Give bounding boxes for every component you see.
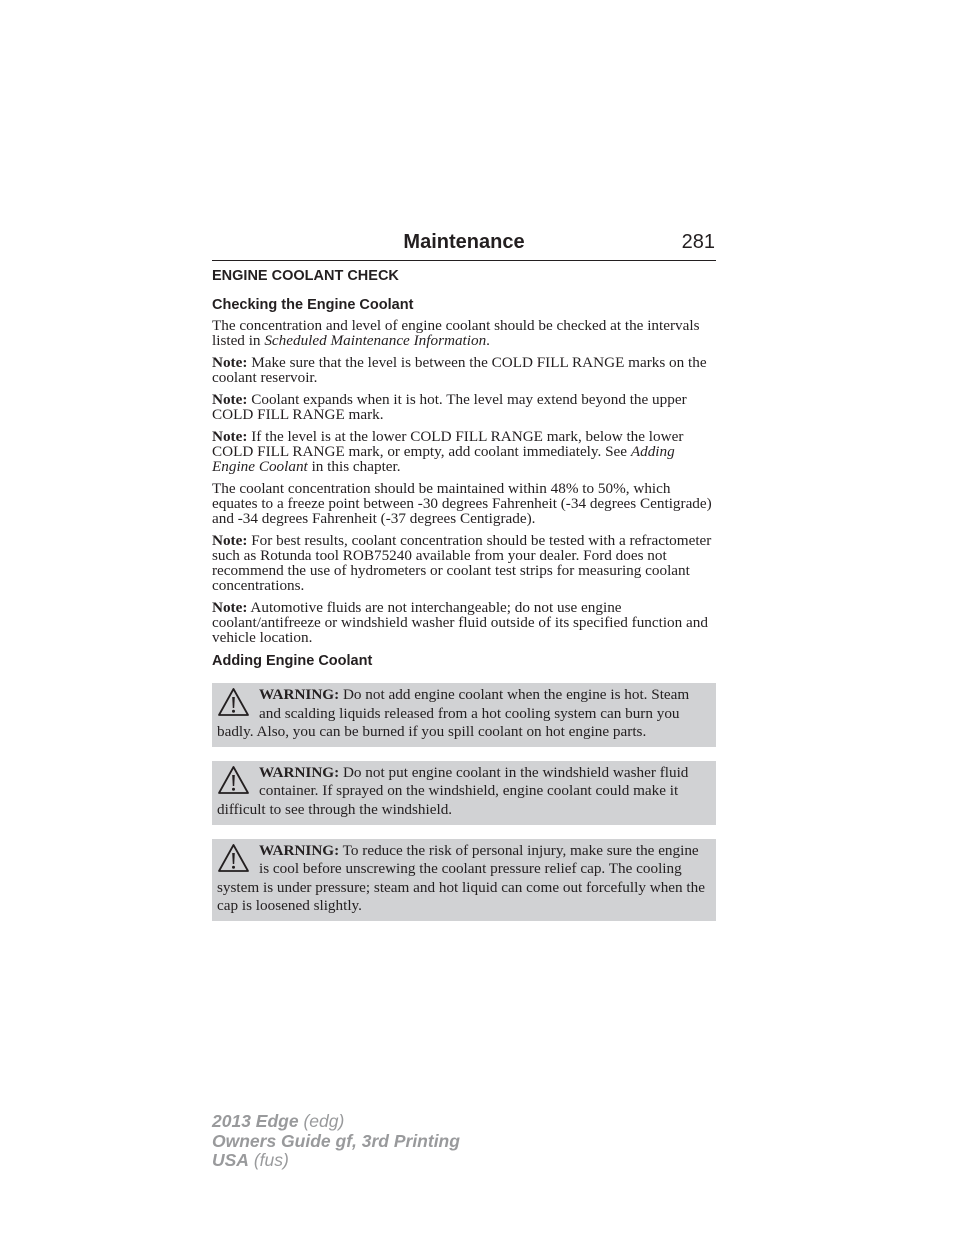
footer-printing: Owners Guide gf, 3rd Printing [212,1130,460,1151]
adding-coolant-reference: Adding Engine Coolant [212,443,675,475]
intro-text: The concentration and level of engine coolant should be checked at the intervals listed in [212,317,700,349]
subheading-adding: Adding Engine Coolant [212,653,373,669]
footer-model-code: (edg) [298,1111,345,1131]
page-number: 281 [681,231,715,253]
note-text: Automotive fluids are not interchangeable; do not use engine coolant/antifreeze or windshield washer fluid outside of its specified function and vehicle location. [212,599,708,646]
warning-triangle-icon [217,687,250,717]
note-text: If the level is at the lower COLD FILL RANGE mark, below the lower COLD FILL RANGE mark, or empty, add coolant immediately. See [212,428,684,460]
note-label: Note: [212,428,248,445]
header-title: Maintenance [403,231,525,253]
warning-triangle-icon [217,843,250,873]
page-content [212,266,716,935]
warning-box [212,839,716,921]
note-text: Coolant expands when it is hot. The level may extend beyond the upper COLD FILL RANGE mark. [212,391,687,423]
note-paragraph [212,429,716,474]
concentration-paragraph: The coolant concentration should be maintained within 48% to 50%, which equates to a freeze point between -30 degrees Fahrenheit (-34 degrees Centigrade) and -34 degrees Fahrenheit (-37 degrees Centigrade). [212,480,712,527]
page-header [212,229,716,261]
footer-model: 2013 Edge [212,1111,299,1131]
note-text: For best results, coolant concentration should be tested with a refractometer such as Rotunda tool ROB75240 available from your dealer. Ford does not recommend the use of hydrometers or coolant test strips for measuring coolant concentrations. [212,532,712,594]
footer-market-line [212,1151,460,1171]
note-label: Note: [212,354,248,371]
warning-triangle-icon [217,765,250,795]
footer-model-line [212,1112,460,1132]
footer-market-code: (fus) [248,1150,289,1170]
warning-box [212,683,716,747]
note-paragraph [212,392,716,422]
intro-end: . [486,332,490,349]
warning-label: WARNING: [259,686,340,703]
footer-market: USA [212,1150,249,1170]
note-label: Note: [212,391,248,408]
note-label: Note: [212,599,248,616]
page-footer [212,1112,460,1171]
warning-label: WARNING: [259,763,340,781]
warning-text: Do not put engine coolant in the windshield washer fluid container. If sprayed on the windshield, engine coolant could make it difficult to see through the windshield. [217,763,689,818]
section-title: ENGINE COOLANT CHECK [212,268,399,284]
intro-paragraph [212,318,716,348]
warning-text: Do not add engine coolant when the engine is hot. Steam and scalding liquids released from a hot cooling system can burn you badly. Also, you can be burned if you spill coolant on hot engine parts. [217,686,690,741]
note-label: Note: [212,532,248,549]
note-paragraph [212,355,716,385]
note-text: in this chapter. [307,458,401,475]
warning-text: To reduce the risk of personal injury, make sure the engine is cool before unscrewing the coolant pressure relief cap. The cooling system is under pressure; steam and hot liquid can come out forcefully when the cap is loosened slightly. [217,841,705,915]
note-text: Make sure that the level is between the COLD FILL RANGE marks on the coolant reservoir. [212,354,707,386]
subheading-checking: Checking the Engine Coolant [212,297,414,313]
scheduled-maintenance-reference: Scheduled Maintenance Information [264,332,487,349]
note-paragraph [212,600,716,645]
warning-box [212,761,716,825]
note-paragraph [212,533,716,593]
warning-label: WARNING: [259,841,340,859]
